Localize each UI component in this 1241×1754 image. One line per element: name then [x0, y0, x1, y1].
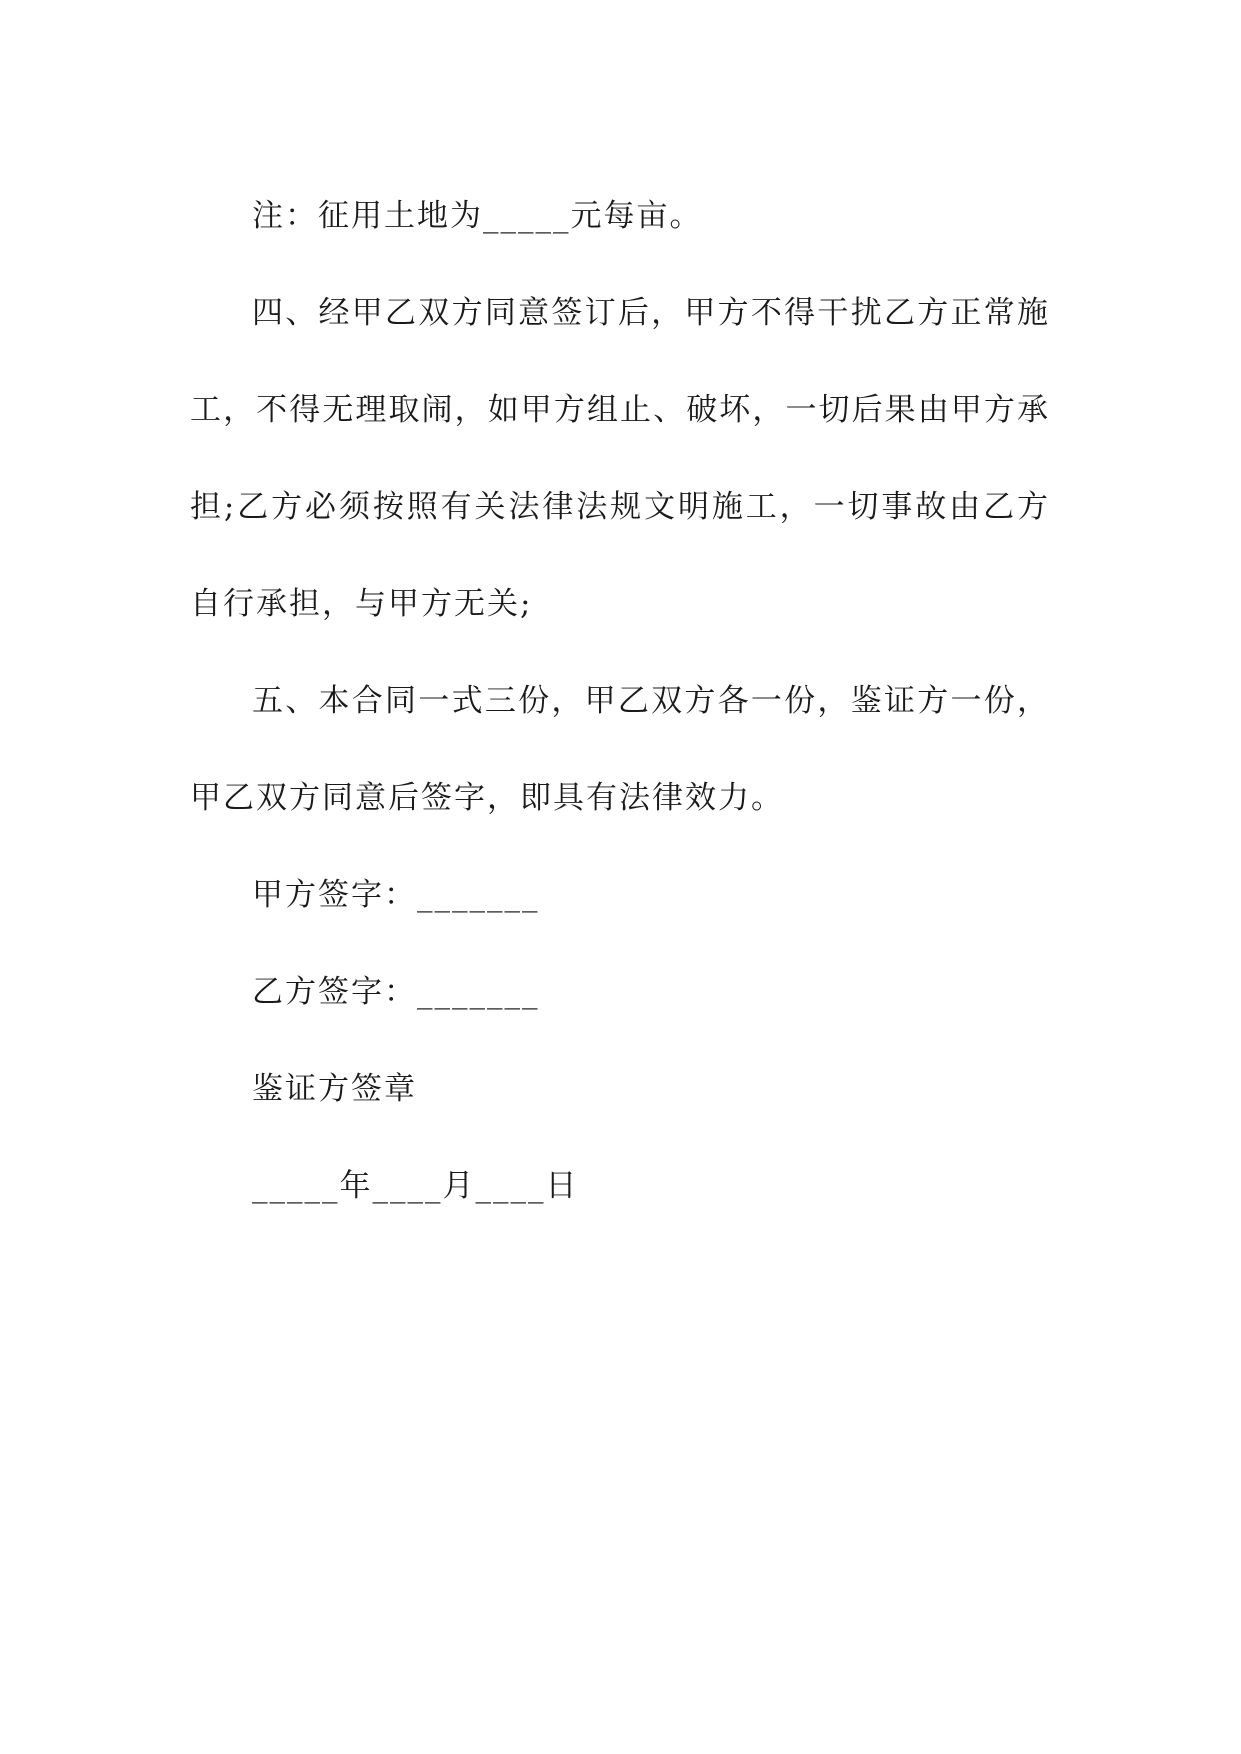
- date-line: _____年____月____日: [252, 1168, 579, 1204]
- clause-four-paragraph: 四、经甲乙双方同意签订后，甲方不得干扰乙方正常施工，不得无理取闹，如甲方组止、破坏，一切后果由甲方承担;乙方必须按照有关法律法规文明施工，一切事故由乙方自行承担，与甲方无关;: [190, 295, 1050, 622]
- party-a-signature: 甲方签字：_______: [252, 877, 540, 913]
- note-paragraph: 注：征用土地为_____元每亩。: [252, 198, 703, 234]
- party-b-signature: 乙方签字：_______: [252, 974, 540, 1010]
- clause-five-paragraph: 五、本合同一式三份，甲乙双方各一份，鉴证方一份，甲乙双方同意后签字，即具有法律效力。: [190, 683, 1050, 816]
- notary-seal-label: 鉴证方签章: [252, 1071, 417, 1107]
- document-body: [190, 168, 1050, 1235]
